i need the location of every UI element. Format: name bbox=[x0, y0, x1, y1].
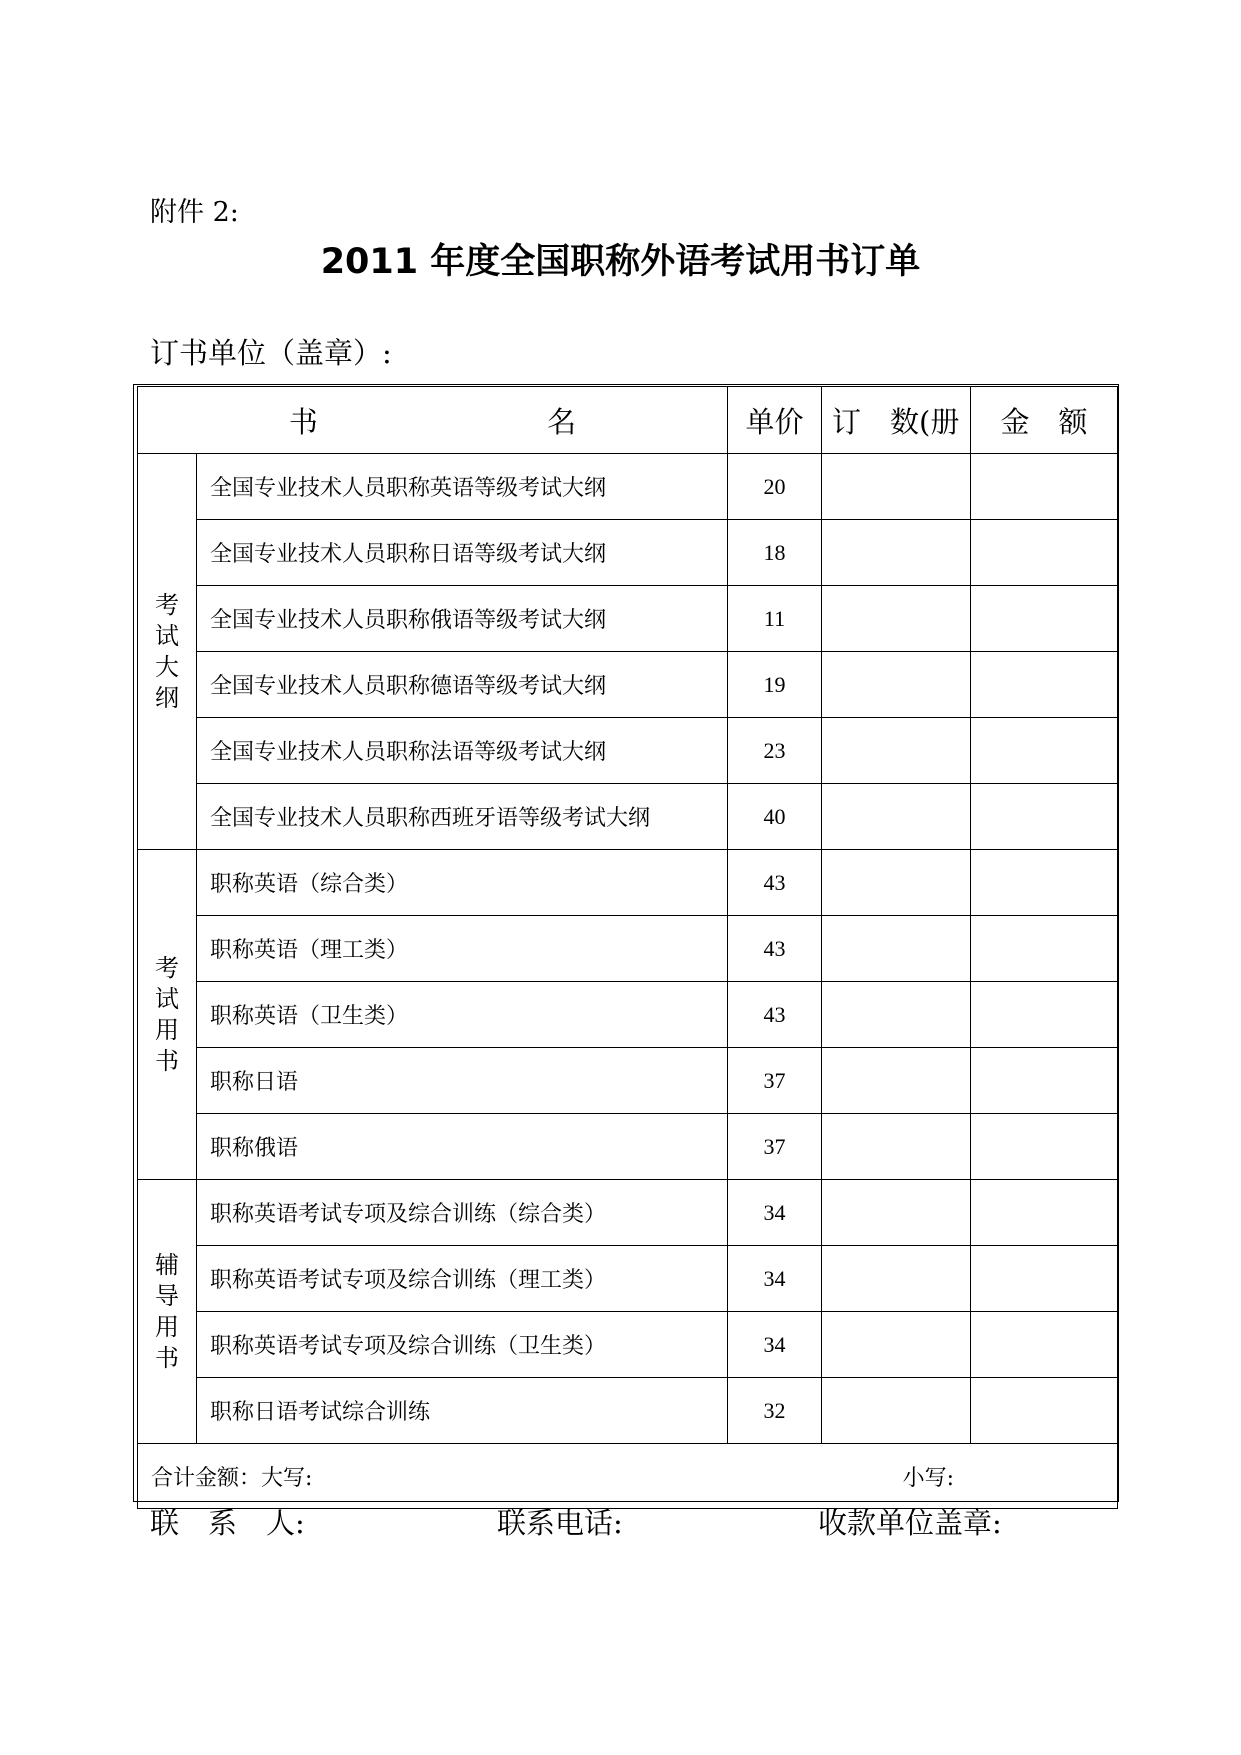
table-row bbox=[138, 586, 1118, 652]
category-char: 考 bbox=[155, 953, 179, 982]
table-row bbox=[138, 916, 1118, 982]
category-char: 书 bbox=[155, 1046, 179, 1075]
contact-label: 联 系 人: bbox=[150, 1506, 305, 1540]
table-row bbox=[138, 1246, 1118, 1312]
total-row bbox=[138, 1444, 1118, 1509]
book-name-cell: 职称日语考试综合训练 bbox=[197, 1378, 728, 1444]
category-char: 纲 bbox=[155, 683, 179, 712]
price-cell: 43 bbox=[728, 982, 822, 1048]
table-row bbox=[138, 1114, 1118, 1180]
price-cell: 23 bbox=[728, 718, 822, 784]
category-char: 大 bbox=[155, 652, 179, 681]
price-cell: 40 bbox=[728, 784, 822, 850]
total-upper-label: 合计金额：大写: bbox=[151, 1465, 313, 1491]
price-cell: 37 bbox=[728, 1114, 822, 1180]
category-cell bbox=[138, 1180, 197, 1444]
quantity-cell[interactable] bbox=[822, 1114, 971, 1180]
quantity-cell[interactable] bbox=[822, 850, 971, 916]
book-name-cell: 全国专业技术人员职称日语等级考试大纲 bbox=[197, 520, 728, 586]
table-row bbox=[138, 784, 1118, 850]
book-name-cell: 职称日语 bbox=[197, 1048, 728, 1114]
amount-cell[interactable] bbox=[971, 652, 1118, 718]
quantity-cell[interactable] bbox=[822, 784, 971, 850]
table-row bbox=[138, 1378, 1118, 1444]
table-row bbox=[138, 652, 1118, 718]
price-cell: 43 bbox=[728, 850, 822, 916]
quantity-cell[interactable] bbox=[822, 718, 971, 784]
amount-cell[interactable] bbox=[971, 718, 1118, 784]
price-cell: 20 bbox=[728, 454, 822, 520]
category-char: 试 bbox=[155, 621, 179, 650]
amount-cell[interactable] bbox=[971, 916, 1118, 982]
category-char: 导 bbox=[155, 1281, 179, 1310]
quantity-cell[interactable] bbox=[822, 520, 971, 586]
header-quantity bbox=[822, 387, 971, 454]
price-cell: 43 bbox=[728, 916, 822, 982]
table-row bbox=[138, 454, 1118, 520]
category-char: 考 bbox=[155, 590, 179, 619]
category-cell bbox=[138, 454, 197, 850]
price-cell: 34 bbox=[728, 1180, 822, 1246]
table-row bbox=[138, 1048, 1118, 1114]
amount-cell[interactable] bbox=[971, 1312, 1118, 1378]
book-name-cell: 全国专业技术人员职称英语等级考试大纲 bbox=[197, 454, 728, 520]
table-row bbox=[138, 520, 1118, 586]
quantity-cell[interactable] bbox=[822, 1312, 971, 1378]
book-name-cell: 全国专业技术人员职称法语等级考试大纲 bbox=[197, 718, 728, 784]
price-cell: 18 bbox=[728, 520, 822, 586]
attachment-label: 附件 2: bbox=[150, 197, 239, 228]
table-row bbox=[138, 1180, 1118, 1246]
header-book-name bbox=[138, 387, 728, 454]
header-amount: 金 额 bbox=[971, 387, 1118, 454]
total-lower-label: 小写: bbox=[902, 1465, 954, 1491]
amount-cell[interactable] bbox=[971, 1180, 1118, 1246]
quantity-cell[interactable] bbox=[822, 1048, 971, 1114]
order-table bbox=[137, 386, 1118, 1509]
price-cell: 37 bbox=[728, 1048, 822, 1114]
amount-cell[interactable] bbox=[971, 454, 1118, 520]
book-name-cell: 职称英语考试专项及综合训练（卫生类） bbox=[197, 1312, 728, 1378]
category-cell bbox=[138, 850, 197, 1180]
header-quantity-label: 订 数(册 bbox=[832, 404, 960, 439]
quantity-cell[interactable] bbox=[822, 1180, 971, 1246]
amount-cell[interactable] bbox=[971, 982, 1118, 1048]
table-row bbox=[138, 1312, 1118, 1378]
header-name-left: 书 bbox=[288, 404, 318, 439]
header-name-right: 名 bbox=[547, 404, 577, 439]
book-name-cell: 全国专业技术人员职称西班牙语等级考试大纲 bbox=[197, 784, 728, 850]
table-row bbox=[138, 850, 1118, 916]
quantity-cell[interactable] bbox=[822, 916, 971, 982]
phone-label: 联系电话: bbox=[497, 1506, 623, 1540]
price-cell: 34 bbox=[728, 1246, 822, 1312]
amount-cell[interactable] bbox=[971, 1246, 1118, 1312]
price-cell: 19 bbox=[728, 652, 822, 718]
category-char: 试 bbox=[155, 984, 179, 1013]
price-cell: 11 bbox=[728, 586, 822, 652]
category-char: 用 bbox=[155, 1312, 179, 1341]
quantity-cell[interactable] bbox=[822, 982, 971, 1048]
table-row bbox=[138, 718, 1118, 784]
book-name-cell: 全国专业技术人员职称俄语等级考试大纲 bbox=[197, 586, 728, 652]
category-char: 用 bbox=[155, 1015, 179, 1044]
payee-stamp-label: 收款单位盖章: bbox=[818, 1506, 1002, 1540]
quantity-cell[interactable] bbox=[822, 1378, 971, 1444]
price-cell: 32 bbox=[728, 1378, 822, 1444]
amount-cell[interactable] bbox=[971, 784, 1118, 850]
quantity-cell[interactable] bbox=[822, 454, 971, 520]
book-name-cell: 职称英语考试专项及综合训练（综合类） bbox=[197, 1180, 728, 1246]
order-unit-label: 订书单位（盖章）: bbox=[150, 336, 392, 370]
amount-cell[interactable] bbox=[971, 1048, 1118, 1114]
book-name-cell: 全国专业技术人员职称德语等级考试大纲 bbox=[197, 652, 728, 718]
book-name-cell: 职称英语（理工类） bbox=[197, 916, 728, 982]
total-cell bbox=[138, 1444, 1118, 1509]
book-name-cell: 职称英语（卫生类） bbox=[197, 982, 728, 1048]
amount-cell[interactable] bbox=[971, 850, 1118, 916]
header-price: 单价 bbox=[728, 387, 822, 454]
quantity-cell[interactable] bbox=[822, 1246, 971, 1312]
table-header-row bbox=[138, 387, 1118, 454]
category-char: 辅 bbox=[155, 1250, 179, 1279]
table-row bbox=[138, 982, 1118, 1048]
amount-cell[interactable] bbox=[971, 1378, 1118, 1444]
amount-cell[interactable] bbox=[971, 520, 1118, 586]
amount-cell[interactable] bbox=[971, 1114, 1118, 1180]
quantity-cell[interactable] bbox=[822, 652, 971, 718]
quantity-cell[interactable] bbox=[822, 586, 971, 652]
book-name-cell: 职称英语考试专项及综合训练（理工类） bbox=[197, 1246, 728, 1312]
category-char: 书 bbox=[155, 1343, 179, 1372]
price-cell: 34 bbox=[728, 1312, 822, 1378]
amount-cell[interactable] bbox=[971, 586, 1118, 652]
page-title: 2011 年度全国职称外语考试用书订单 bbox=[320, 242, 921, 282]
book-name-cell: 职称俄语 bbox=[197, 1114, 728, 1180]
book-name-cell: 职称英语（综合类） bbox=[197, 850, 728, 916]
